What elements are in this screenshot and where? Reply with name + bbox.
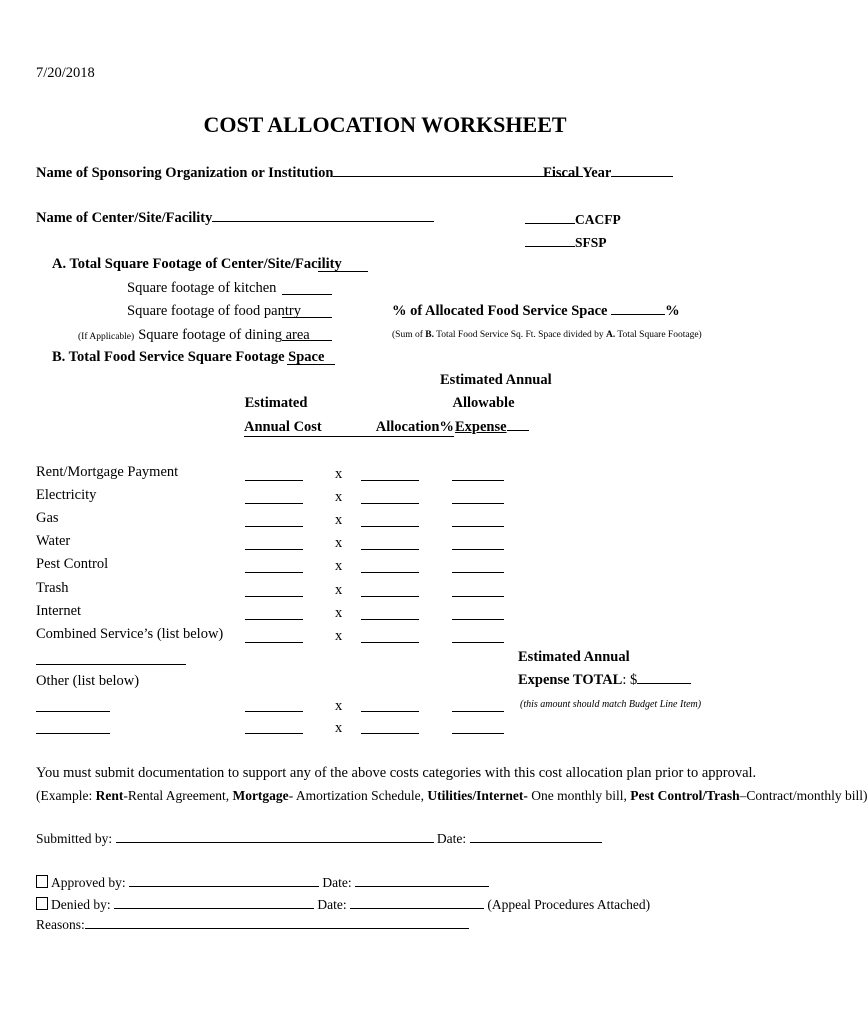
- allocation-blank[interactable]: [361, 596, 419, 597]
- cacfp-field: [525, 213, 621, 227]
- doc-text: –Contract/monthly bill): [739, 788, 868, 803]
- fiscal-year-blank[interactable]: [611, 176, 673, 177]
- multiply-sign: x: [335, 582, 343, 598]
- other-annual-cost-blank-1[interactable]: [245, 711, 303, 712]
- submitted-by-label: Submitted by:: [36, 831, 113, 846]
- other-allowable-blank-2[interactable]: [452, 733, 504, 734]
- multiply-sign: x: [335, 720, 343, 736]
- denied-date-label: Date:: [317, 897, 347, 912]
- approved-row: [36, 875, 489, 890]
- cost-row-rent: [0, 465, 770, 485]
- document-date: 7/20/2018: [36, 65, 95, 81]
- cost-label: Gas: [36, 510, 59, 526]
- annual-cost-blank[interactable]: [245, 572, 303, 573]
- allocation-blank[interactable]: [361, 503, 419, 504]
- sponsor-field: [36, 166, 583, 181]
- section-b-title: B. Total Food Service Square Footage Space: [52, 349, 325, 365]
- allowable-header-rule: [507, 430, 529, 431]
- doc-text: - Amortization Schedule,: [288, 788, 428, 803]
- multiply-sign: x: [335, 628, 343, 644]
- allocated-field: [392, 304, 680, 319]
- cacfp-blank[interactable]: [525, 223, 575, 224]
- estimated-header-text: Annual Cost: [244, 419, 322, 435]
- reasons-row: [36, 918, 469, 932]
- if-applicable-label: (If Applicable): [78, 332, 135, 342]
- allowable-blank[interactable]: [452, 596, 504, 597]
- other-allocation-blank-2[interactable]: [361, 733, 419, 734]
- cost-row-electricity: [0, 488, 770, 508]
- dining-blank[interactable]: [282, 340, 332, 341]
- kitchen-blank[interactable]: [282, 294, 332, 295]
- annual-cost-blank[interactable]: [245, 596, 303, 597]
- cost-row-internet: [0, 604, 770, 624]
- approved-date-blank[interactable]: [355, 886, 489, 887]
- other-item-blank-2[interactable]: [36, 733, 110, 734]
- total-blank[interactable]: [637, 683, 691, 684]
- submitted-date-blank[interactable]: [470, 842, 602, 843]
- allocated-note: [392, 331, 702, 341]
- allocated-label: % of Allocated Food Service Space: [392, 303, 608, 319]
- allocation-blank[interactable]: [361, 480, 419, 481]
- sfsp-blank[interactable]: [525, 246, 575, 247]
- other-annual-cost-blank-2[interactable]: [245, 733, 303, 734]
- submitted-row: [36, 832, 602, 846]
- kitchen-label: Square footage of kitchen: [127, 280, 277, 296]
- cost-label: Electricity: [36, 487, 97, 503]
- cost-label: Water: [36, 533, 71, 549]
- sponsor-label: Name of Sponsoring Organization or Institution: [36, 165, 334, 181]
- allocation-header: Allocation%: [375, 419, 454, 435]
- allowable-header-text: Expense: [455, 419, 507, 435]
- reasons-blank[interactable]: [85, 928, 469, 929]
- note-text: Total Square Footage): [615, 330, 702, 340]
- note-a: A.: [605, 330, 616, 340]
- fiscal-year-label: Fiscal Year: [543, 165, 612, 181]
- allocation-blank[interactable]: [361, 642, 419, 643]
- other-allocation-blank-1[interactable]: [361, 711, 419, 712]
- total-dollar: : $: [622, 672, 638, 688]
- doc-bold: Utilities/Internet-: [427, 788, 528, 803]
- doc-bold: Rent: [95, 788, 124, 803]
- annual-cost-blank[interactable]: [245, 503, 303, 504]
- page-title: COST ALLOCATION WORKSHEET: [203, 112, 567, 137]
- allocation-blank[interactable]: [361, 619, 419, 620]
- annual-cost-blank[interactable]: [245, 526, 303, 527]
- cost-row-combined: [0, 627, 770, 647]
- denied-row: [36, 897, 650, 912]
- center-blank[interactable]: [212, 221, 434, 222]
- sfsp-label: SFSP: [575, 235, 607, 250]
- total-sqft-blank[interactable]: [318, 271, 368, 272]
- doc-bold: Pest Control/Trash: [630, 788, 740, 803]
- annual-cost-blank[interactable]: [245, 549, 303, 550]
- allowable-header-line2: Allowable: [452, 395, 515, 411]
- total-label: Expense TOTAL: [518, 672, 623, 688]
- multiply-sign: x: [335, 466, 343, 482]
- pantry-label: Square footage of food pantry: [127, 303, 301, 319]
- allowable-blank[interactable]: [452, 549, 504, 550]
- approved-date-label: Date:: [322, 875, 352, 890]
- allowable-blank[interactable]: [452, 642, 504, 643]
- section-a-title: A. Total Square Footage of Center/Site/Facility: [52, 256, 342, 272]
- fiscal-year-field: [543, 166, 673, 181]
- estimated-header-line2: [244, 420, 454, 437]
- documentation-line1: You must submit documentation to support any of the above costs categories with this cost allocation plan prior to approval.: [36, 765, 757, 781]
- cost-label: Combined Service’s (list below): [36, 626, 224, 642]
- approved-checkbox[interactable]: [36, 875, 48, 888]
- center-label: Name of Center/Site/Facility: [36, 210, 213, 226]
- denied-checkbox[interactable]: [36, 897, 48, 910]
- dining-row: [78, 327, 310, 343]
- note-text: Total Food Service Sq. Ft. Space divided by: [433, 330, 606, 340]
- cost-label: Pest Control: [36, 556, 109, 572]
- denied-by-blank[interactable]: [114, 908, 314, 909]
- allowable-blank[interactable]: [452, 572, 504, 573]
- total-note: (this amount should match Budget Line Item): [520, 699, 702, 710]
- allowable-header-line3: [455, 420, 529, 435]
- annual-cost-blank[interactable]: [245, 619, 303, 620]
- multiply-sign: x: [335, 605, 343, 621]
- note-b: B.: [425, 330, 434, 340]
- documentation-line2: [36, 789, 868, 803]
- allocated-blank[interactable]: [611, 314, 665, 315]
- pantry-blank[interactable]: [282, 317, 332, 318]
- cost-label: Internet: [36, 603, 82, 619]
- allocation-blank[interactable]: [361, 526, 419, 527]
- allowable-blank[interactable]: [452, 526, 504, 527]
- doc-bold: Mortgage: [232, 788, 289, 803]
- allowable-header-line1: Estimated Annual: [440, 372, 552, 388]
- annual-cost-blank[interactable]: [245, 642, 303, 643]
- multiply-sign: x: [335, 512, 343, 528]
- other-item-blank-1[interactable]: [36, 711, 110, 712]
- other-allowable-blank-1[interactable]: [452, 711, 504, 712]
- allocation-blank[interactable]: [361, 549, 419, 550]
- cost-row-gas: [0, 511, 770, 531]
- annual-cost-blank[interactable]: [245, 480, 303, 481]
- denied-by-label: Denied by:: [51, 897, 111, 912]
- cost-label: Rent/Mortgage Payment: [36, 464, 179, 480]
- doc-text: -Rental Agreement,: [123, 788, 233, 803]
- total-line2: [518, 673, 691, 688]
- allowable-blank[interactable]: [452, 480, 504, 481]
- approved-by-blank[interactable]: [129, 886, 319, 887]
- multiply-sign: x: [335, 489, 343, 505]
- sfsp-field: [525, 236, 607, 250]
- doc-text: (Example:: [36, 788, 96, 803]
- allowable-blank[interactable]: [452, 619, 504, 620]
- reasons-label: Reasons:: [36, 917, 85, 932]
- multiply-sign: x: [335, 698, 343, 714]
- food-sqft-blank[interactable]: [287, 364, 335, 365]
- allocated-pct: %: [665, 303, 680, 319]
- total-line1: Estimated Annual: [518, 649, 630, 665]
- appeal-note: (Appeal Procedures Attached): [487, 897, 651, 912]
- cost-label: Trash: [36, 580, 69, 596]
- cost-row-water: [0, 534, 770, 554]
- dining-label: Square footage of dining area: [138, 327, 310, 343]
- approved-by-label: Approved by:: [51, 875, 126, 890]
- denied-date-blank[interactable]: [350, 908, 484, 909]
- cost-row-trash: [0, 581, 770, 601]
- cacfp-label: CACFP: [575, 212, 621, 227]
- doc-text: One monthly bill,: [527, 788, 631, 803]
- combined-service-blank[interactable]: [36, 664, 186, 665]
- allocation-blank[interactable]: [361, 572, 419, 573]
- estimated-header-line1: Estimated: [244, 395, 308, 411]
- note-text: (Sum of: [392, 330, 426, 340]
- submitted-date-label: Date:: [436, 831, 467, 846]
- multiply-sign: x: [335, 535, 343, 551]
- multiply-sign: x: [335, 558, 343, 574]
- cost-row-pest-control: [0, 557, 770, 577]
- center-field: [36, 211, 434, 226]
- submitted-by-blank[interactable]: [116, 842, 434, 843]
- allowable-blank[interactable]: [452, 503, 504, 504]
- other-label: Other (list below): [36, 673, 140, 689]
